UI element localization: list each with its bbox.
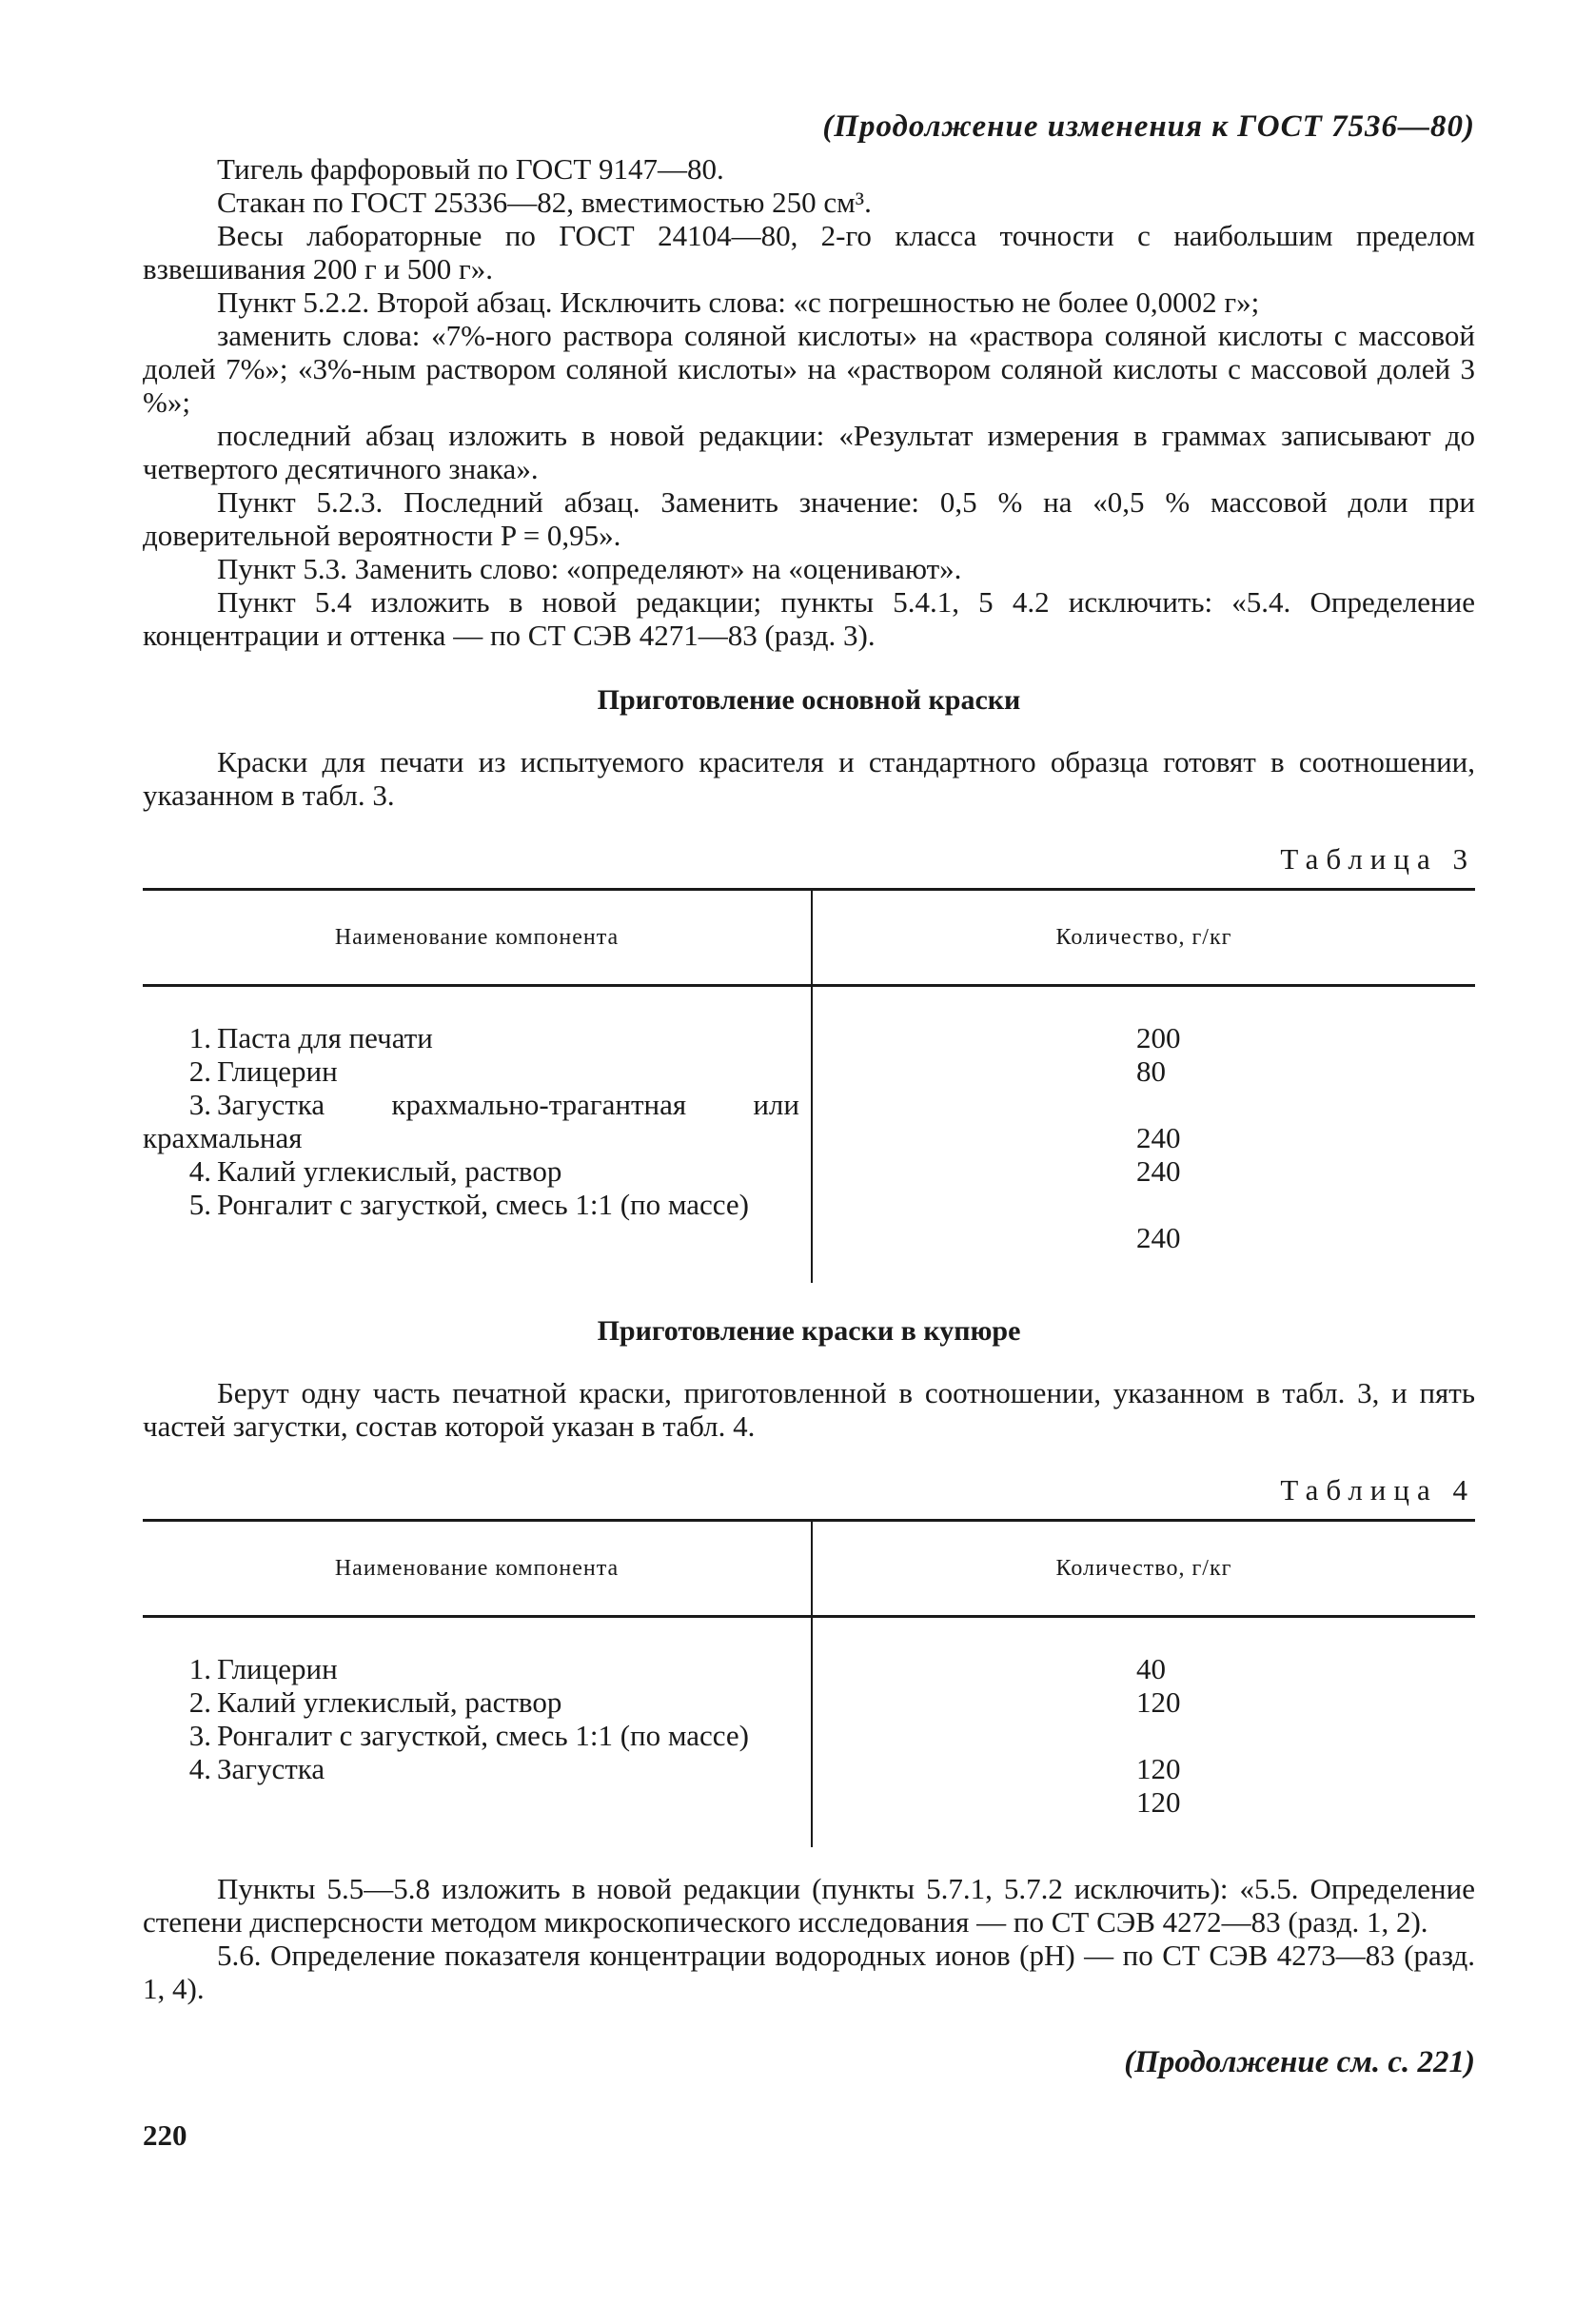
page-number: 220 — [143, 2118, 187, 2152]
paragraph: Стакан по ГОСТ 25336—82, вместимостью 250 см³. — [217, 186, 872, 219]
table-header-row — [143, 890, 1475, 986]
paragraph: Тигель фарфоровый по ГОСТ 9147—80. — [217, 152, 724, 186]
component-names-cell — [143, 986, 812, 1284]
paragraph: Весы лабораторные по ГОСТ 24104—80, 2-го класса точности с наибольшим пределом взвешивания 200 г и 500 г». — [143, 219, 1475, 286]
paragraph: Пункт 5.2.2. Второй абзац. Исключить слова: «с погрешностью не более 0,0002 г»; — [217, 286, 1260, 319]
continuation-footer: (Продолжение см. с. 221) — [1124, 2045, 1475, 2079]
component-names-cell — [143, 1617, 812, 1848]
paragraph: Берут одну часть печатной краски, приготовленной в соотношении, указанном в табл. 3, и пять частей загустки, состав которой указан в табл. 4. — [143, 1376, 1475, 1443]
paragraph: 5.6. Определение показателя концентрации водородных ионов (pH) — по СТ СЭВ 4273—83 (разд. 1, 4). — [143, 1939, 1475, 2005]
quantity-cell — [812, 1617, 1475, 1848]
column-header: Наименование компонента — [143, 1521, 812, 1617]
paragraph: Краски для печати из испытуемого красителя и стандартного образца готовят в соотношении, указанном в табл. 3. — [143, 745, 1475, 812]
quantity-cell — [812, 986, 1475, 1284]
paragraph: заменить слова: «7%-ного раствора соляной кислоты» на «раствора соляной кислоты с массовой долей 7%»; «3%-ным раствором соляной кислоты» на «раствором соляной кислоты с массовой долей 3 %»; — [143, 319, 1475, 419]
table-3 — [143, 888, 1475, 1283]
table-row-name: 2. Калий углекислый, раствор — [188, 1685, 562, 1719]
paragraph: Пункты 5.5—5.8 изложить в новой редакции (пункты 5.7.1, 5.7.2 исключить): «5.5. Определение степени дисперсности методом микроскопического исследования — по СТ СЭВ 4272—83 (разд. 1, 2). — [143, 1872, 1475, 1939]
paragraph: Пункт 5.2.3. Последний абзац. Заменить значение: 0,5 % на «0,5 % массовой доли при доверительной вероятности P = 0,95». — [143, 485, 1475, 552]
table-row-name: 1. Паста для печати — [188, 1021, 433, 1054]
section-heading: Приготовление краски в купюре — [597, 1315, 1021, 1347]
table-row-value: 120 — [1136, 1685, 1181, 1719]
table-row-name: 4. Загустка — [188, 1752, 325, 1785]
paragraph: Пункт 5.3. Заменить слово: «определяют» на «оценивают». — [217, 552, 962, 585]
table-row-name: 3. Загустка крахмально-трагантная или крахмальная — [143, 1088, 799, 1154]
paragraph: последний абзац изложить в новой редакции: «Результат измерения в граммах записывают до четвертого десятичного знака». — [143, 419, 1475, 485]
table-label: Таблица 3 — [1280, 842, 1475, 876]
table-header-row — [143, 1521, 1475, 1617]
table-row-value: 240 — [1136, 1221, 1181, 1254]
column-header: Количество, г/кг — [812, 890, 1475, 986]
table-row-value: 120 — [1136, 1752, 1181, 1785]
table-row-name: 5. Ронгалит с загусткой, смесь 1:1 (по массе) — [188, 1188, 749, 1221]
table-row-value: 40 — [1136, 1652, 1166, 1685]
table-body-row — [143, 986, 1475, 1284]
table-row-name: 3. Ронгалит с загусткой, смесь 1:1 (по массе) — [188, 1719, 749, 1752]
continuation-header: (Продолжение изменения к ГОСТ 7536—80) — [822, 109, 1475, 144]
table-row-name: 2. Глицерин — [188, 1054, 338, 1088]
table-row-value: 240 — [1136, 1154, 1181, 1188]
table-label: Таблица 4 — [1280, 1473, 1475, 1507]
column-header: Количество, г/кг — [812, 1521, 1475, 1617]
column-header: Наименование компонента — [143, 890, 812, 986]
table-body-row — [143, 1617, 1475, 1848]
table-row-value: 80 — [1136, 1054, 1166, 1088]
intro-section — [143, 152, 1475, 652]
table-row-value: 200 — [1136, 1021, 1181, 1054]
paragraph: Пункт 5.4 изложить в новой редакции; пункты 5.4.1, 5 4.2 исключить: «5.4. Определение концентрации и оттенка — по СТ СЭВ 4271—83 (разд. 3). — [143, 585, 1475, 652]
document-page — [143, 109, 1475, 2153]
table-row-name: 1. Глицерин — [188, 1652, 338, 1685]
table-4 — [143, 1519, 1475, 1847]
table-row-name: 4. Калий углекислый, раствор — [188, 1154, 562, 1188]
table-row-value: 120 — [1136, 1785, 1181, 1819]
table-row-value: 240 — [1136, 1121, 1181, 1154]
section-heading: Приготовление основной краски — [597, 684, 1021, 716]
